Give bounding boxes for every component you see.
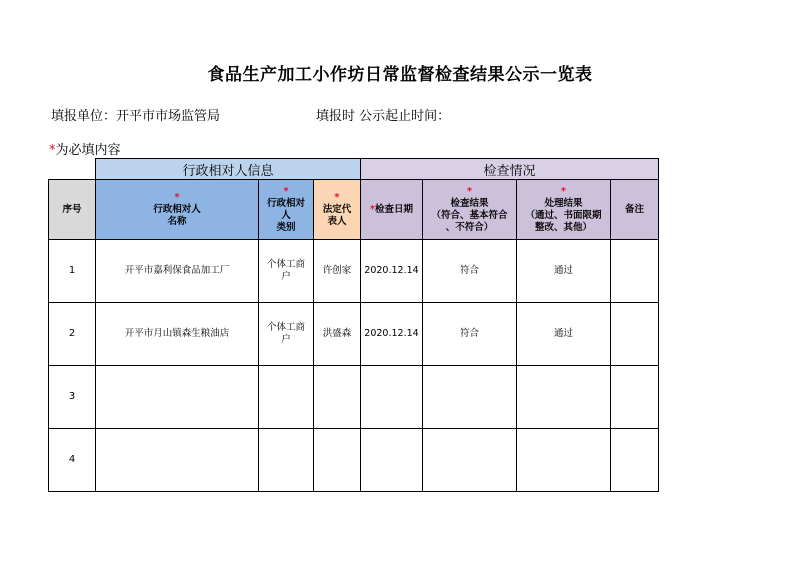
cell-name: 开平市嘉利保食品加工厂 xyxy=(96,240,259,303)
col-header-type-line3: 类别 xyxy=(276,221,296,233)
required-note-text: 为必填内容 xyxy=(55,143,121,158)
cell-rep xyxy=(314,366,361,429)
col-header-result xyxy=(423,180,517,240)
col-header-name xyxy=(96,180,259,240)
cell-rep: 洪盛森 xyxy=(314,303,361,366)
reporting-unit: 填报单位：开平市市场监管局 xyxy=(51,109,221,124)
col-header-rep xyxy=(314,180,361,240)
cell-name xyxy=(96,429,259,492)
required-note xyxy=(49,139,121,158)
required-star: * xyxy=(467,185,472,197)
required-star: * xyxy=(49,143,56,158)
cell-seq: 3 xyxy=(49,366,96,429)
cell-note xyxy=(611,429,659,492)
cell-result: 符合 xyxy=(423,303,517,366)
table-row xyxy=(49,303,659,366)
col-header-rep-line1: * 法定代 xyxy=(314,192,360,216)
cell-note xyxy=(611,240,659,303)
col-header-type-line2: 人 xyxy=(281,209,291,221)
cell-rep xyxy=(314,429,361,492)
col-header-date: *检查日期 xyxy=(361,180,423,240)
column-header-row xyxy=(49,180,659,240)
cell-handle: 通过 xyxy=(517,240,611,303)
col-header-seq: 序号 xyxy=(49,180,96,240)
required-star: * xyxy=(334,191,340,203)
col-header-result-line1: * 检查结果 xyxy=(423,186,516,210)
cell-date xyxy=(361,366,423,429)
required-star: * xyxy=(174,191,180,203)
table-row xyxy=(49,429,659,492)
cell-date xyxy=(361,429,423,492)
cell-name: 开平市月山镇森生粮油店 xyxy=(96,303,259,366)
cell-handle xyxy=(517,366,611,429)
col-header-handle xyxy=(517,180,611,240)
col-header-note: 备注 xyxy=(611,180,659,240)
cell-result xyxy=(423,429,517,492)
col-header-name-line1: * 行政相对人 xyxy=(96,192,258,216)
cell-type: 个体工商 户 xyxy=(259,240,314,303)
col-header-rep-line2: 表人 xyxy=(327,215,347,227)
page-title: 食品生产加工小作坊日常监督检查结果公示一览表 xyxy=(207,65,593,85)
cell-type xyxy=(259,366,314,429)
table-row xyxy=(49,366,659,429)
col-header-result-line2: （符合、基本符合 xyxy=(431,209,508,221)
cell-type: 个体工商 户 xyxy=(259,303,314,366)
cell-seq: 2 xyxy=(49,303,96,366)
cell-seq: 4 xyxy=(49,429,96,492)
col-header-type xyxy=(259,180,314,240)
required-star: * xyxy=(283,185,289,197)
group-header-admin: 行政相对人信息 xyxy=(96,159,361,180)
cell-note xyxy=(611,366,659,429)
blank-corner xyxy=(49,159,96,180)
cell-handle xyxy=(517,429,611,492)
col-header-type-line1: * 行政相对 xyxy=(259,186,313,210)
col-header-handle-line2: （通过、书面限期 xyxy=(525,209,602,221)
col-header-handle-line1: * 处理结果 xyxy=(517,186,610,210)
cell-rep: 许创家 xyxy=(314,240,361,303)
inspection-table xyxy=(48,158,659,492)
col-header-handle-line3: 整改、其他） xyxy=(534,221,592,233)
cell-name xyxy=(96,366,259,429)
cell-result xyxy=(423,366,517,429)
required-star: * xyxy=(561,185,566,197)
table-row xyxy=(49,240,659,303)
required-star: * xyxy=(370,203,375,215)
cell-date: 2020.12.14 xyxy=(361,240,423,303)
cell-seq: 1 xyxy=(49,240,96,303)
group-header-check: 检查情况 xyxy=(361,159,659,180)
cell-handle: 通过 xyxy=(517,303,611,366)
col-header-name-line2: 名称 xyxy=(167,215,187,227)
reporting-time: 填报时 公示起止时间： xyxy=(316,109,451,124)
cell-type xyxy=(259,429,314,492)
cell-date: 2020.12.14 xyxy=(361,303,423,366)
group-header-row xyxy=(49,159,659,180)
cell-result: 符合 xyxy=(423,240,517,303)
cell-note xyxy=(611,303,659,366)
col-header-result-line3: 、不符合） xyxy=(445,221,494,233)
